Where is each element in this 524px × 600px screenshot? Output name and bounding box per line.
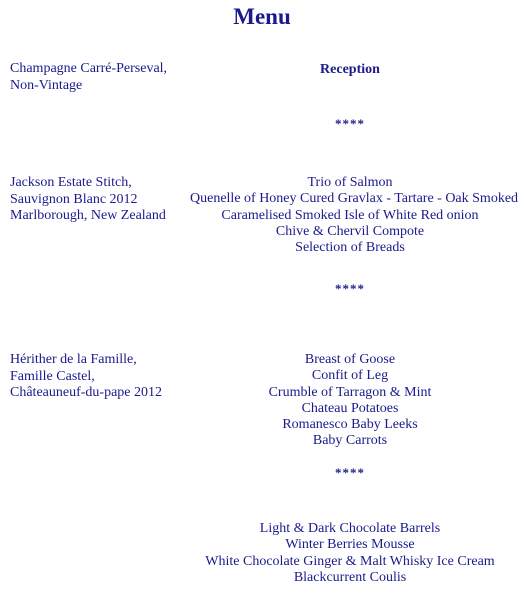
dish-line: Selection of Breads (295, 240, 405, 256)
dish-line: White Chocolate Ginger & Malt Whisky Ice Cream (205, 553, 495, 569)
reception-heading: Reception (320, 62, 380, 77)
dish-line: Quenelle of Honey Cured Gravlax - Tartare - Oak Smoked (190, 191, 519, 207)
starter-course (190, 175, 519, 256)
dish-line: Chateau Potatoes (301, 400, 399, 416)
dish-line: Romanesco Baby Leeks (282, 417, 418, 433)
dish-line: Caramelised Smoked Isle of White Red onion (221, 207, 479, 223)
separator-stars: **** (335, 116, 365, 131)
dessert-course (190, 521, 510, 586)
dish-line: Blackcurrent Coulis (293, 569, 407, 585)
dish-line: Light & Dark Chocolate Barrels (259, 521, 441, 536)
menu-title: Menu (233, 4, 291, 29)
separator-stars: **** (335, 281, 365, 296)
wine-line: Non-Vintage (10, 77, 83, 93)
dish-line: Breast of Goose (304, 352, 396, 367)
wine-line: Champagne Carré-Perseval, (10, 61, 168, 76)
wine-pairing-reception (10, 61, 200, 94)
dish-line: Chive & Chervil Compote (275, 223, 425, 239)
dish-line: Baby Carrots (312, 433, 388, 449)
wine-line: Châteauneuf-du-pape 2012 (10, 385, 162, 400)
wine-pairing-starter (10, 175, 200, 225)
wine-line: Famille Castel, (10, 368, 95, 384)
wine-pairing-main (10, 352, 200, 402)
dish-line: Crumble of Tarragon & Mint (268, 384, 432, 400)
dish-line: Confit of Leg (311, 368, 389, 384)
dish-line: Winter Berries Mousse (285, 537, 415, 553)
main-course (190, 352, 510, 450)
dish-line: Trio of Salmon (307, 175, 393, 190)
wine-line: Hérither de la Famille, (10, 352, 137, 367)
wine-line: Jackson Estate Stitch, (10, 175, 132, 190)
wine-line: Sauvignon Blanc 2012 (10, 191, 138, 207)
separator-stars: **** (335, 465, 365, 480)
wine-line: Marlborough, New Zealand (10, 208, 166, 223)
